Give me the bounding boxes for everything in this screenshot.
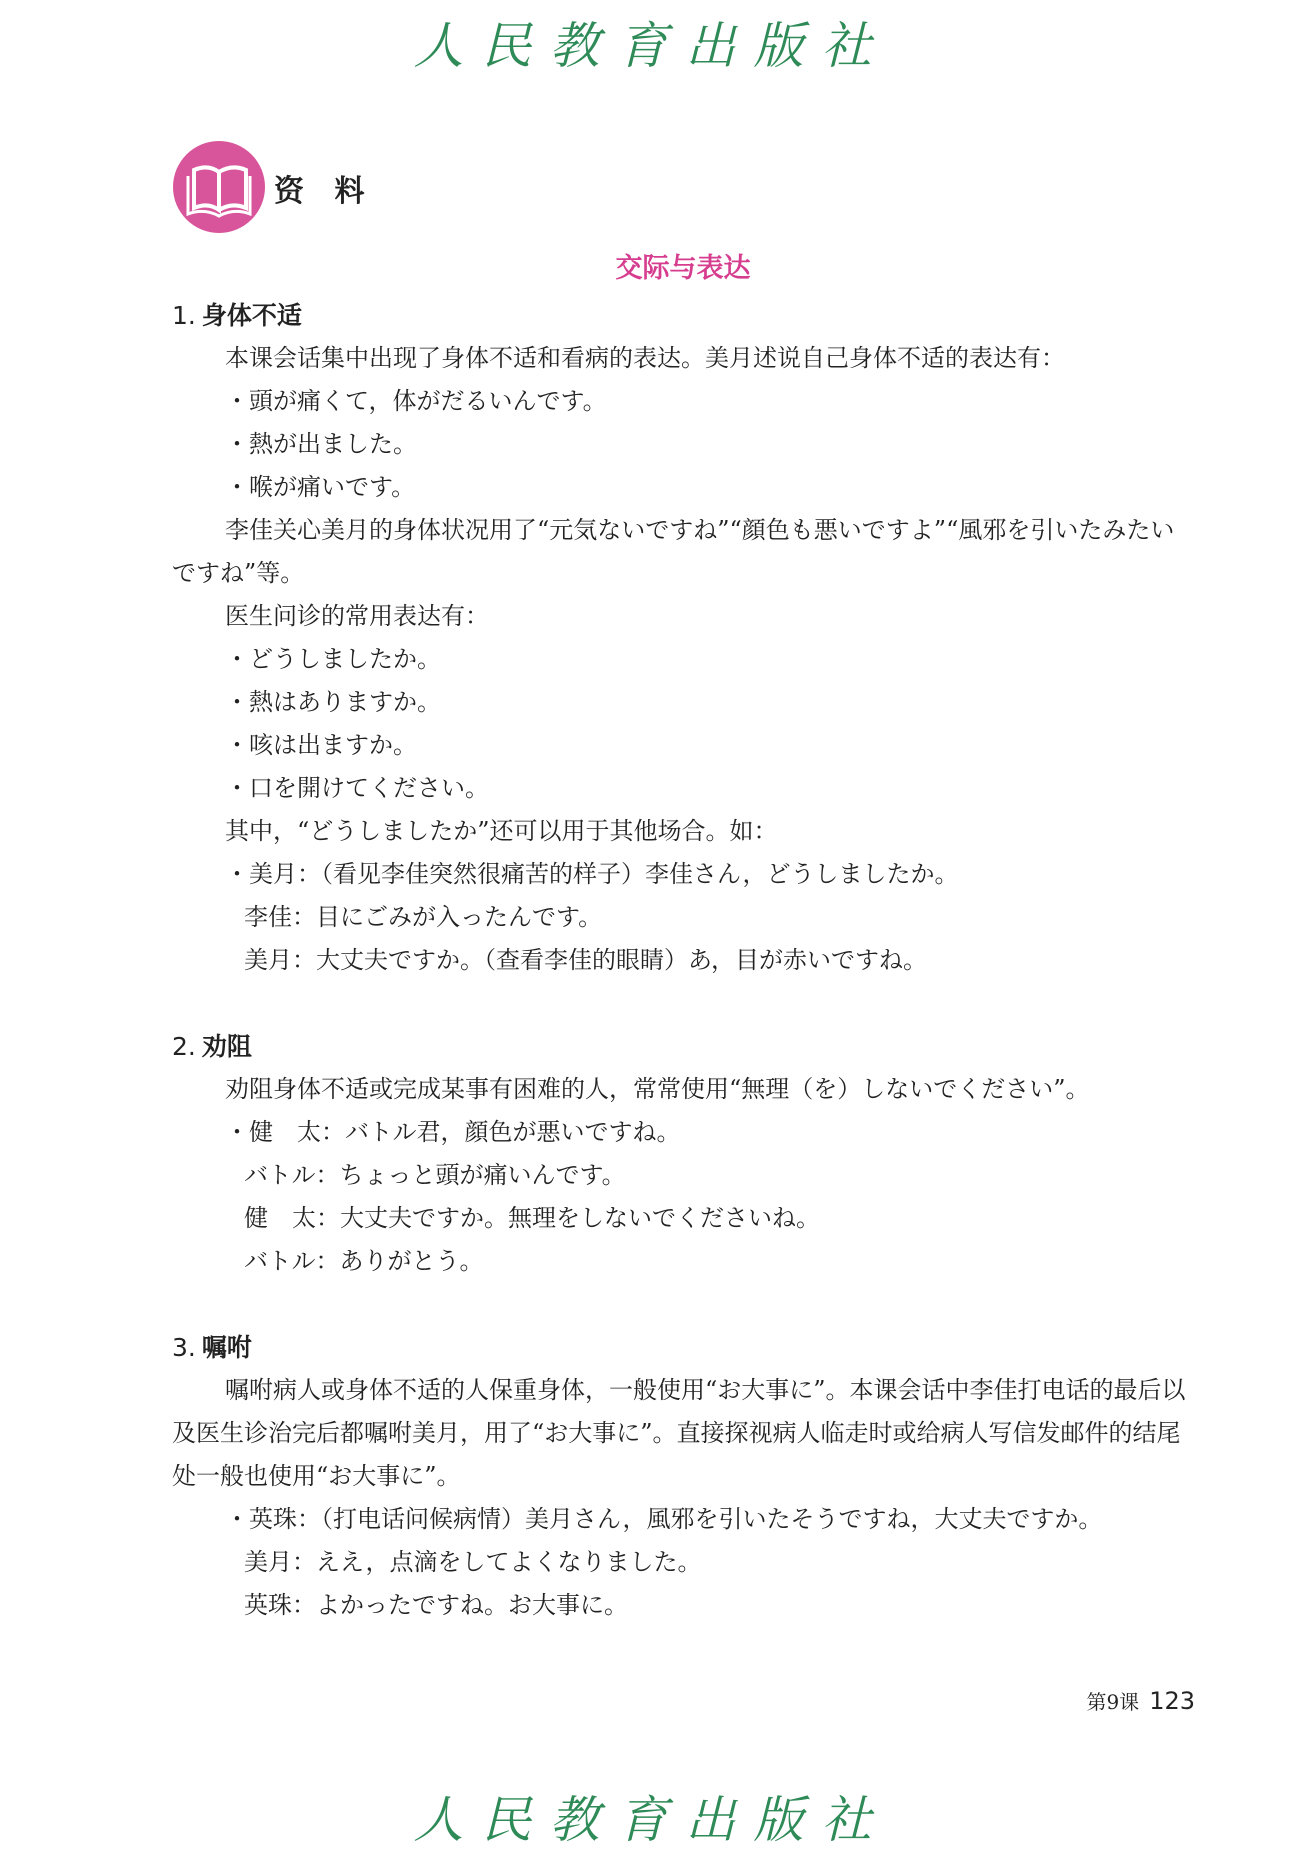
dialogue-line: 美月：ええ，点滴をしてよくなりました。 <box>244 1548 702 1576</box>
heading-title: 劝阻 <box>201 1032 252 1061</box>
example-bullet: ・頭が痛くて，体がだるいんです。 <box>225 387 607 415</box>
heading-title: 身体不适 <box>201 301 302 330</box>
paragraph: 医生问诊的常用表达有： <box>225 602 489 630</box>
paragraph: 其中，“どうしましたか”还可以用于其他场合。如： <box>225 817 778 845</box>
example-bullet: ・喉が痛いです。 <box>225 473 416 501</box>
dialogue-line: 美月：大丈夫ですか。（查看李佳的眼睛）あ，目が赤いですね。 <box>244 946 928 974</box>
example-bullet: ・咳は出ますか。 <box>225 731 417 759</box>
heading-number: 2. <box>172 1032 196 1061</box>
paragraph: 李佳关心美月的身体状况用了“元気ないですね”“顔色も悪いですよ”“風邪を引いたみたいですね”等。 <box>172 516 1175 587</box>
heading-number: 3. <box>172 1333 196 1362</box>
lesson-label: 第9课 <box>1086 1690 1140 1714</box>
subsection-heading <box>172 1326 1194 1369</box>
paragraph: 嘱咐病人或身体不适的人保重身体，一般使用“お大事に”。本课会话中李佳打电话的最后以及医生诊治完后都嘱咐美月，用了“お大事に”。直接探视病人临走时或给病人写信发邮件的结尾处一般也使用“お大事に”。 <box>172 1376 1186 1490</box>
example-bullet: ・熱はありますか。 <box>225 688 441 716</box>
subsection-heading <box>172 294 1194 337</box>
subsection-3 <box>172 1326 1194 1627</box>
dialogue-line: ・英珠：（打电话问候病情）美月さん，風邪を引いたそうですね，大丈夫ですか。 <box>225 1505 1103 1533</box>
dialogue-line: バトル：ちょっと頭が痛いんです。 <box>244 1161 626 1189</box>
subsection-heading <box>172 1025 1194 1068</box>
publisher-watermark-bottom: 人民教育出版社 <box>413 1791 890 1849</box>
heading-number: 1. <box>172 301 196 330</box>
page-number: 123 <box>1149 1687 1195 1715</box>
paragraph: 本课会话集中出现了身体不适和看病的表达。美月述说自己身体不适的表达有： <box>225 344 1065 372</box>
dialogue-line: ・美月：（看见李佳突然很痛苦的样子）李佳さん，どうしましたか。 <box>225 860 959 888</box>
subsection-2 <box>172 1025 1194 1283</box>
section-subtitle: 交际与表达 <box>615 253 751 284</box>
example-bullet: ・熱が出ました。 <box>225 430 417 458</box>
dialogue-line: バトル：ありがとう。 <box>244 1247 484 1275</box>
subsection-1 <box>172 294 1194 982</box>
example-bullet: ・どうしましたか。 <box>225 645 441 673</box>
heading-title: 嘱咐 <box>201 1333 252 1362</box>
paragraph: 劝阻身体不适或完成某事有困难的人，常常使用“無理（を）しないでください”。 <box>225 1075 1090 1103</box>
publisher-watermark-top: 人民教育出版社 <box>413 17 890 75</box>
example-bullet: ・口を開けてください。 <box>225 774 489 802</box>
dialogue-line: 英珠：よかったですね。お大事に。 <box>244 1591 628 1619</box>
section-title: 资 料 <box>274 174 375 209</box>
page-footer <box>1086 1686 1195 1715</box>
page-content <box>172 248 1194 1627</box>
dialogue-line: ・健 太：バトル君，顔色が悪いですね。 <box>225 1118 681 1146</box>
open-book-icon <box>172 140 266 234</box>
dialogue-line: 健 太：大丈夫ですか。無理をしないでくださいね。 <box>244 1204 820 1232</box>
dialogue-line: 李佳：目にごみが入ったんです。 <box>244 903 603 931</box>
